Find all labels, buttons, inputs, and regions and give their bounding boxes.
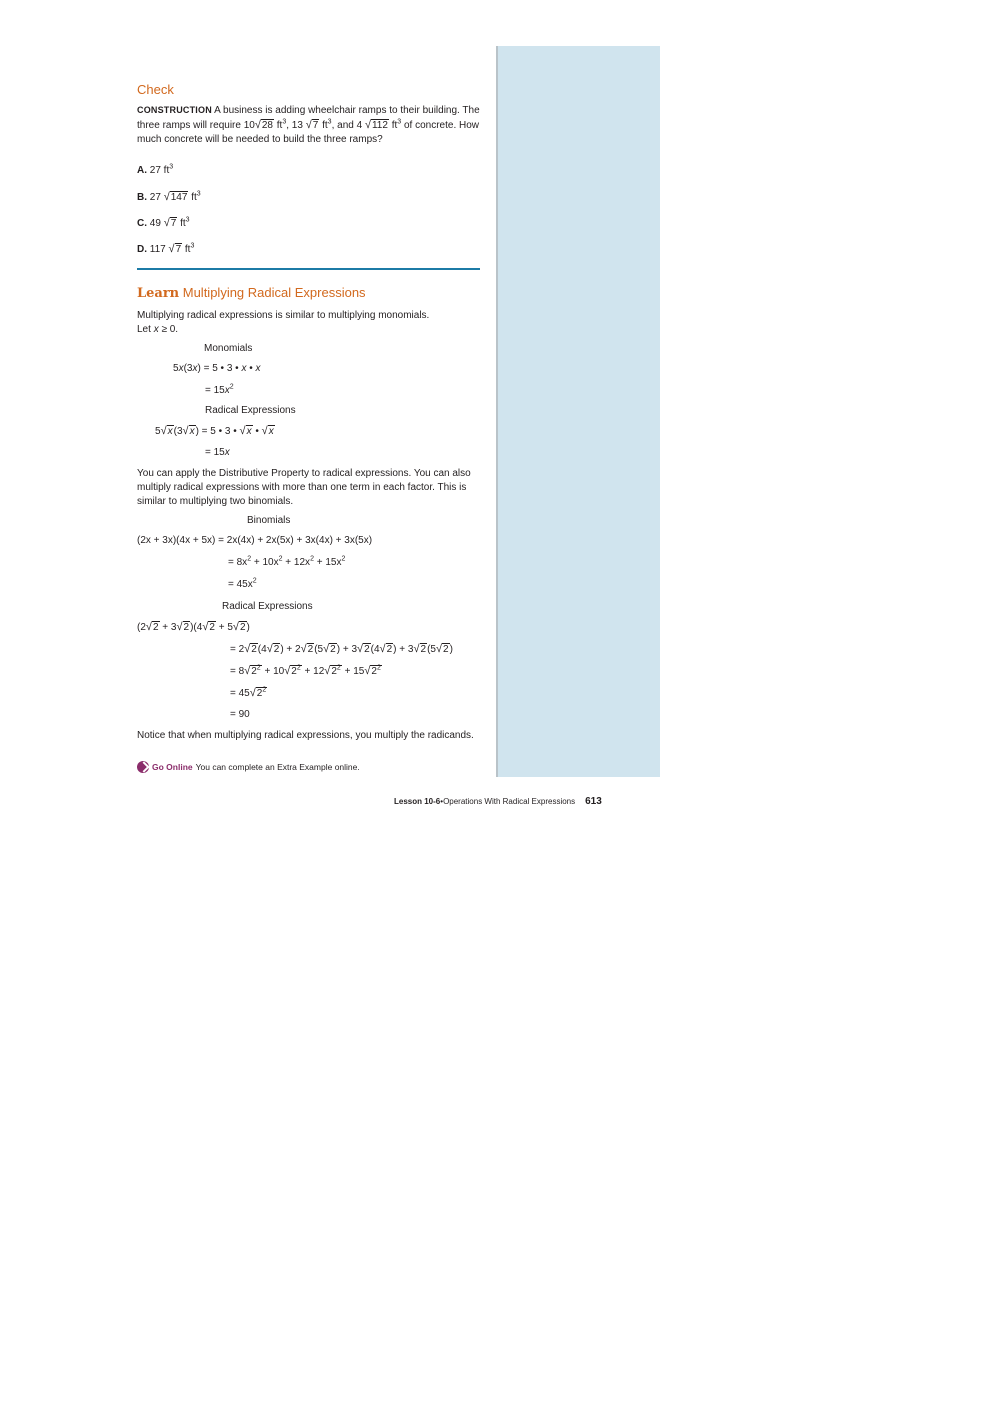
binomial-line-3: = $45x^2$ xyxy=(228,577,257,590)
distributive-paragraph: You can apply the Distributive Property to radical expressions. You can also multiply radical expressions with more than one term in each factor. This is similar to multiplying two binomials. xyxy=(137,468,471,507)
radical-line-2: = 15x xyxy=(205,447,230,458)
sidebar-panel xyxy=(497,46,660,777)
binomial-line-1: (2x + 3x)(4x + 5x) = 2x(4x) + 2x(5x) + 3x(4x) + 3x(5x) xyxy=(137,535,373,546)
radical-112: √112 xyxy=(364,119,388,131)
learn-heading: Learn Multiplying Radical Expressions xyxy=(137,285,366,301)
cursor-icon xyxy=(137,761,149,773)
check-problem: CONSTRUCTION A business is adding wheelchair ramps to their building. The three ramps will require 10√28 $ft^3$, 13 √7 $ft^3$, and 4 √112 $ft^3$ of concrete. How much concrete will be needed to build the three ramps? xyxy=(137,105,480,145)
radical-expressions-label-1: Radical Expressions xyxy=(205,405,296,416)
problem-text-a: A business is adding wheelchair ramps to their building. The three ramps will require 10 xyxy=(137,105,480,131)
page-footer: Lesson 10-6 • Operations With Radical Expressions 613 xyxy=(394,796,602,807)
binomial-line-2: = $8x^2 + 10x^2 + 12x^2 + 15x^2$ xyxy=(228,555,346,568)
notice-paragraph: Notice that when multiplying radical expressions, you multiply the radicands. xyxy=(137,730,474,741)
radical-expr-line-5: = 90 xyxy=(230,709,250,720)
page-number: 613 xyxy=(585,796,602,807)
lesson-title: Operations With Radical Expressions xyxy=(443,797,576,806)
binomials-label: Binomials xyxy=(247,515,291,526)
monomial-line-2: = $15x^2$ xyxy=(205,383,234,396)
check-heading: Check xyxy=(137,82,174,97)
radical-expr-line-1: (2√2 + 3√2)(4√2 + 5√2) xyxy=(137,621,250,633)
choice-c[interactable]: C. 49 √7 $ft^3$ xyxy=(137,216,190,229)
choice-d[interactable]: D. 117 √7 $ft^3$ xyxy=(137,242,195,255)
radical-expressions-label-2: Radical Expressions xyxy=(222,601,313,612)
radical-line-1: 5√x(3√x) = 5 • 3 • √x • √x xyxy=(155,425,274,437)
choice-a[interactable]: A. 27 $ft^3$ xyxy=(137,163,174,176)
problem-keyword: CONSTRUCTION xyxy=(137,105,212,115)
lesson-number: Lesson 10-6 xyxy=(394,797,441,806)
learn-intro: Multiplying radical expressions is similar to multiplying monomials. Let x ≥ 0. xyxy=(137,310,430,335)
choice-b[interactable]: B. 27 √147 $ft^3$ xyxy=(137,190,201,203)
sidebar-divider xyxy=(496,46,498,777)
radical-7: √7 xyxy=(305,119,319,131)
radical-expr-line-4: = $45√2^2$ xyxy=(230,686,267,699)
go-online-link[interactable]: Go Online You can complete an Extra Example online. xyxy=(137,761,360,773)
problem-text-b: of concrete. How much concrete will be needed to build the three ramps? xyxy=(137,120,479,145)
section-divider xyxy=(137,268,480,270)
radical-expr-line-3: = $8√2^2 + 10√2^2 + 12√2^2 + 15√2^2$ xyxy=(230,664,381,677)
radical-28: √28 xyxy=(254,119,273,131)
radical-expr-line-2: = 2√2(4√2) + 2√2(5√2) + 3√2(4√2) + 3√2(5√2) xyxy=(230,643,453,655)
monomial-line-1: 5x(3x) = 5 • 3 • x • x xyxy=(173,363,261,374)
monomials-label: Monomials xyxy=(204,343,253,354)
